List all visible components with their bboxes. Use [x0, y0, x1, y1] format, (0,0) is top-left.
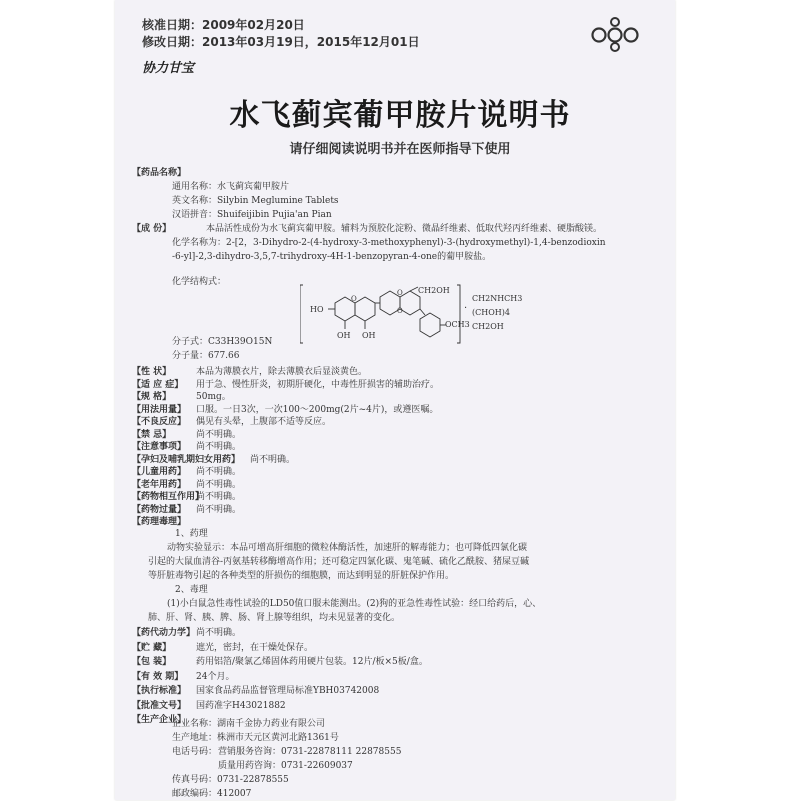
section-text: 国药准字H43021882	[196, 700, 286, 711]
section-label: 【适 应 症】	[132, 379, 184, 390]
structure-label: 化学结构式：	[172, 277, 227, 287]
section-label: 【禁 忌】	[132, 429, 172, 440]
section-label: 【贮 藏】	[132, 642, 172, 653]
sales-phone: 营销服务咨询：0731-22878111 22878555	[218, 747, 402, 757]
section-text: 遮光，密封，在干燥处保存。	[196, 642, 314, 653]
section-text: 尚不明确。	[196, 504, 242, 515]
section-label: 【批准文号】	[132, 700, 187, 711]
composition-heading: 【成 份】	[132, 224, 172, 234]
structure-oh-mid-text: OH	[362, 331, 376, 340]
section-label: 【老年用药】	[132, 479, 187, 490]
quality-phone: 质量用药咨询：0731-22609037	[218, 761, 353, 771]
section-label: 【生产企业】	[132, 715, 187, 725]
section-text: 药用铝箔/聚氯乙烯固体药用硬片包装。12片/板×5板/盒。	[196, 657, 428, 667]
section-label: 【儿童用药】	[132, 467, 187, 477]
section-label: 【孕妇及哺乳期妇女用药】	[132, 454, 241, 465]
toxicology-line-2: 肺、肝、肾、胰、脾、肠、肾上腺等组织，均未见显著的变化。	[148, 613, 401, 623]
section-label: 【药代动力学】	[132, 628, 196, 638]
pharmacology-line-3: 等肝脏毒物引起的各种类型的肝损伤的细胞膜，而达到明显的肝脏保护作用。	[148, 571, 455, 581]
structure-oh-bottom-text: OH	[337, 331, 351, 340]
section-text: 尚不明确。	[196, 628, 242, 638]
section-label: 【注意事项】	[132, 442, 187, 452]
section-text: 国家食品药品监督管理局标准YBH03742008	[196, 686, 380, 696]
section-label: 【药物过量】	[132, 504, 187, 515]
section-text: 本品为薄膜衣片，除去薄膜衣后显淡黄色。	[196, 367, 368, 377]
postal-code: 邮政编码：412007	[172, 789, 252, 799]
pharmacology-heading: 1、药理	[175, 529, 208, 539]
structure-o2-text: O	[397, 289, 403, 297]
structure-dot-text: ·	[464, 303, 468, 314]
section-text: 偶见有头晕，上腹部不适等反应。	[196, 417, 332, 427]
section-label: 【用法用量】	[132, 404, 187, 415]
section-label: 【性 状】	[132, 367, 172, 377]
document-title: 水飞蓟宾葡甲胺片说明书	[229, 98, 571, 133]
structure-och3-text: OCH3	[445, 320, 470, 329]
structure-ch2oh-text: CH2OH	[418, 286, 450, 295]
section-label: 【包 装】	[132, 657, 172, 667]
section-text: 50mg。	[196, 392, 231, 402]
section-text: 尚不明确。	[196, 429, 242, 440]
section-label: 【药物相互作用】	[132, 492, 205, 502]
revise-date: 修改日期：2013年03月19日，2015年12月01日	[142, 35, 420, 49]
section-text: 口服。一日3次，一次100～200mg(2片~4片)，或遵医嘱。	[196, 404, 439, 415]
document-subtitle: 请仔细阅读说明书并在医师指导下使用	[289, 142, 511, 157]
section-text: 用于急、慢性肝炎，初期肝硬化，中毒性肝损害的辅助治疗。	[196, 379, 440, 390]
structure-meglumine-3: CH2OH	[472, 322, 504, 331]
toxicology-line-1: (1)小白鼠急性毒性试验的LD50值口服未能测出。(2)狗的亚急性毒性试验：经口给药后，心、	[167, 599, 542, 609]
approve-date: 核准日期：2009年02月20日	[142, 18, 305, 32]
section-text: 尚不明确。	[250, 454, 296, 465]
phone-label: 电话号码：	[172, 747, 218, 757]
chemical-structure-diagram	[300, 283, 550, 345]
section-label: 【执行标准】	[132, 686, 187, 696]
structure-o3-text: O	[397, 307, 403, 315]
pharmacology-line-2: 引起的大鼠血清谷-丙氨基转移酶增高作用；还可稳定四氯化碳、鬼笔碱、硫化乙酰胺、猪屎豆碱	[148, 557, 530, 567]
molecular-weight: 分子量：677.66	[172, 351, 240, 361]
toxicology-heading: 2、毒理	[175, 585, 208, 595]
chemical-name-line1: 化学名称为：2-[2，3-Dihydro-2-(4-hydroxy-3-methoxyphenyl)-3-(hydroxymethyl)-1,4-benzodioxin	[172, 238, 606, 248]
section-text: 尚不明确。	[196, 479, 242, 490]
structure-ho-text: HO	[310, 305, 324, 314]
chemical-name-line2: -6-yl]-2,3-dihydro-3,5,7-trihydroxy-4H-1-benzopyran-4-one的葡甲胺盐。	[172, 252, 492, 262]
section-text: 24个月。	[196, 671, 235, 682]
company-logo-icon	[590, 16, 640, 52]
structure-meglumine-2: (CHOH)4	[472, 308, 510, 317]
composition-text: 本品活性成份为水飞蓟宾葡甲胺。辅料为预胶化淀粉、微晶纤维素、低取代羟丙纤维素、硬脂酸镁。	[206, 224, 603, 234]
drug-name-heading: 【药品名称】	[132, 168, 187, 178]
section-text: 尚不明确。	[196, 492, 242, 502]
section-label: 【药理毒理】	[132, 517, 187, 527]
pinyin-name: 汉语拼音：Shuifeijibin Pujia'an Pian	[172, 210, 332, 220]
structure-meglumine-1: CH2NHCH3	[472, 294, 523, 303]
section-label: 【有 效 期】	[132, 671, 184, 682]
section-label: 【规 格】	[132, 392, 172, 402]
company-address: 生产地址：株洲市天元区黄河北路1361号	[172, 733, 339, 743]
fax-number: 传真号码：0731-22878555	[172, 775, 289, 785]
english-name: 英文名称：Silybin Meglumine Tablets	[172, 196, 339, 206]
company-name: 企业名称：湖南千金协力药业有限公司	[172, 719, 326, 729]
pharmacology-line-1: 动物实验显示：本品可增高肝细胞的微粒体酶活性，加速肝的解毒能力；也可降低四氯化碳	[167, 543, 528, 553]
structure-o1-text: O	[351, 295, 357, 303]
section-text: 尚不明确。	[196, 467, 242, 477]
molecular-formula: 分子式：C33H39O15N	[172, 337, 273, 347]
section-text: 尚不明确。	[196, 442, 242, 452]
generic-name: 通用名称：水飞蓟宾葡甲胺片	[172, 182, 290, 192]
section-label: 【不良反应】	[132, 417, 187, 427]
brand-logo-text: 协力甘宝	[142, 61, 195, 76]
